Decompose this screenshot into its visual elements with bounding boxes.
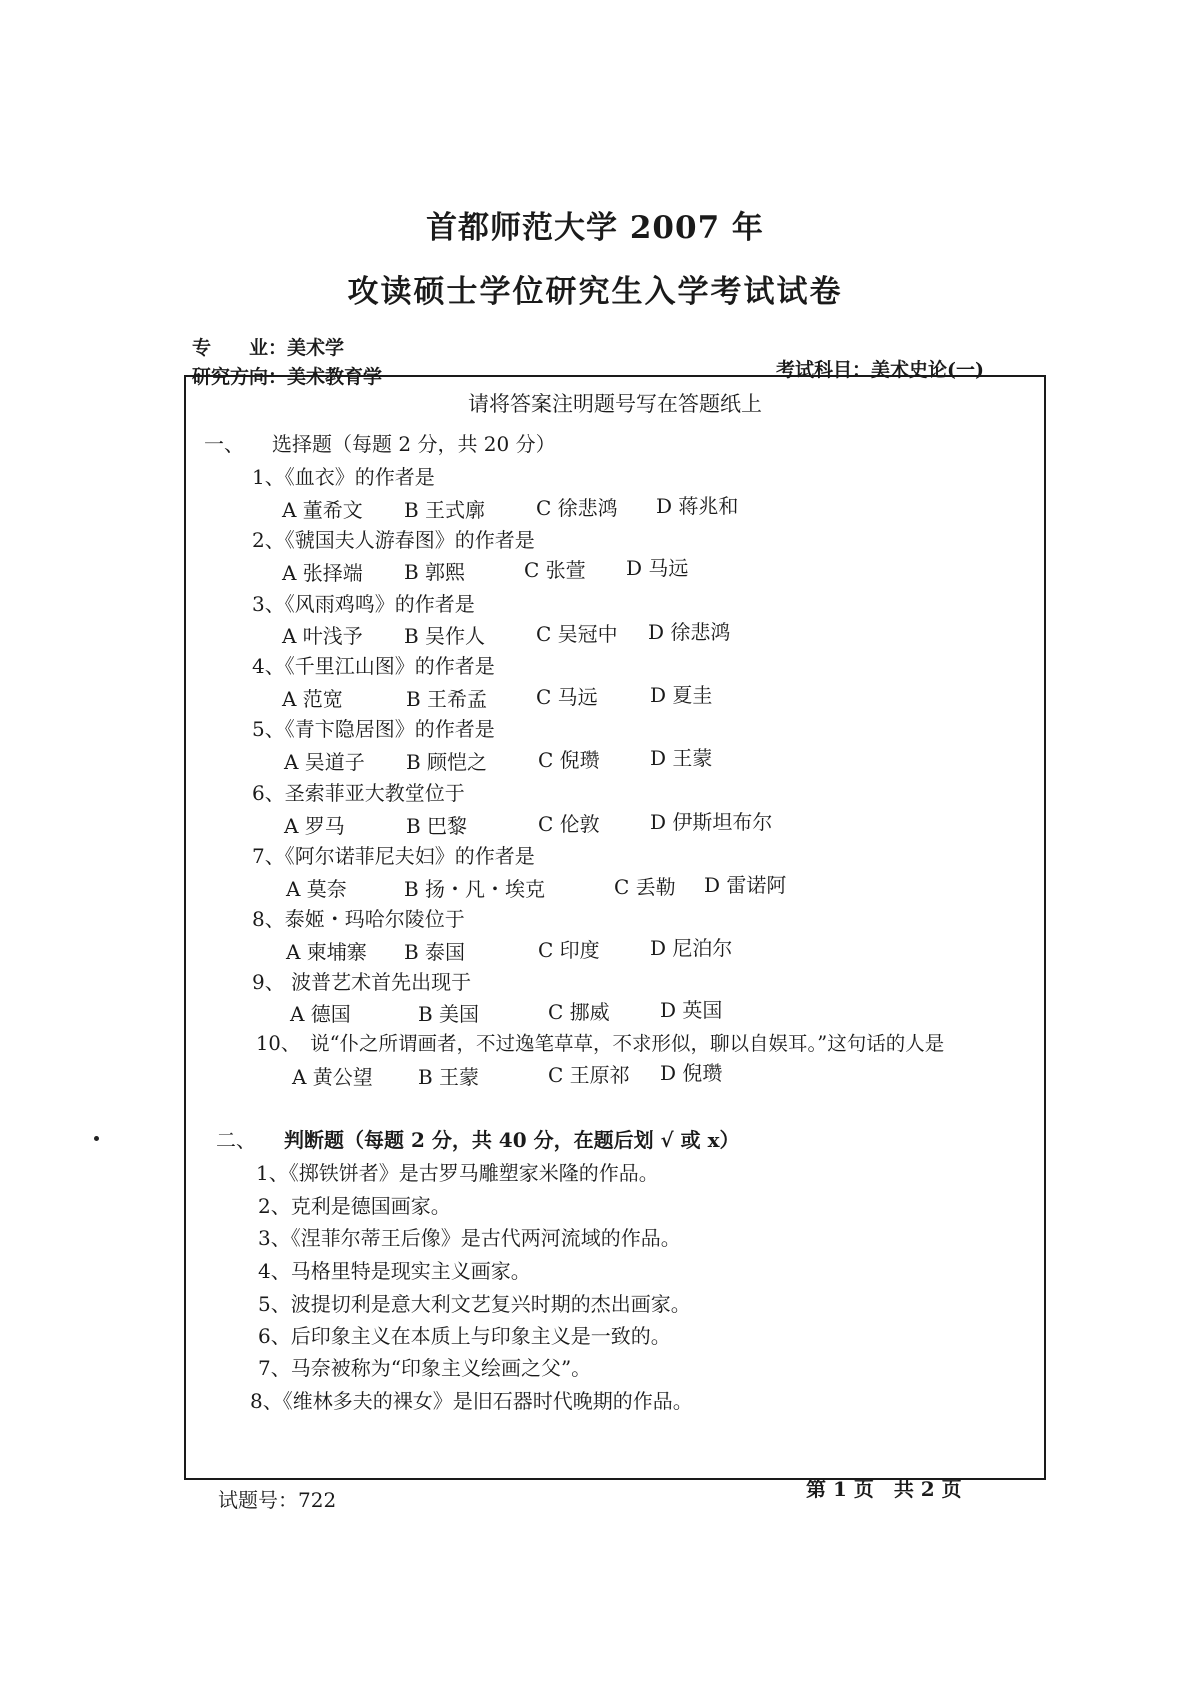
option-a: A 罗马 xyxy=(284,814,345,838)
page-info: 第 1 页 共 2 页 xyxy=(806,1477,962,1501)
option-b: B 郭熙 xyxy=(404,560,466,584)
major-label: 专 业： xyxy=(192,337,288,359)
option-a: A 莫奈 xyxy=(286,877,347,901)
question: 5、《青卞隐居图》的作者是 xyxy=(252,717,495,741)
option-b: B 王蒙 xyxy=(418,1065,480,1089)
judgement-item: 6、后印象主义在本质上与印象主义是一致的。 xyxy=(258,1324,671,1348)
option-a: A 叶浅予 xyxy=(282,624,363,648)
option-b: B 扬・凡・埃克 xyxy=(404,877,546,901)
option-b: B 巴黎 xyxy=(406,814,468,838)
option-b: B 王式廓 xyxy=(404,498,486,522)
question: 10、 说“仆之所谓画者，不过逸笔草草，不求形似，聊以自娱耳。”这句话的人是 xyxy=(256,1032,945,1055)
section2-title: 判断题（每题 2 分，共 40 分，在题后划 √ 或 x） xyxy=(284,1128,740,1152)
subject-value: 美术史论(一) xyxy=(871,359,984,381)
question: 8、泰姬・玛哈尔陵位于 xyxy=(252,907,465,931)
exam-code-value: 722 xyxy=(298,1488,337,1512)
question: 4、《千里江山图》的作者是 xyxy=(252,654,495,678)
option-d: D 王蒙 xyxy=(650,746,713,770)
judgement-item: 2、克利是德国画家。 xyxy=(258,1194,451,1218)
question: 7、《阿尔诺菲尼夫妇》的作者是 xyxy=(252,844,535,868)
direction-label: 研究方向： xyxy=(192,366,288,388)
option-d: D 雷诺阿 xyxy=(704,873,787,897)
question: 9、 波普艺术首先出现于 xyxy=(252,970,472,994)
option-a: A 黄公望 xyxy=(292,1065,373,1089)
option-b: B 顾恺之 xyxy=(406,750,488,774)
option-d: D 伊斯坦布尔 xyxy=(650,810,773,834)
option-c: C 张萱 xyxy=(524,558,586,582)
option-c: C 丢勒 xyxy=(614,875,676,899)
judgement-item: 7、马奈被称为“印象主义绘画之父”。 xyxy=(258,1356,592,1380)
option-c: C 挪威 xyxy=(548,1000,610,1024)
option-c: C 徐悲鸿 xyxy=(536,496,618,520)
option-b: B 泰国 xyxy=(404,940,466,964)
question: 3、《风雨鸡鸣》的作者是 xyxy=(252,592,475,616)
section2-heading xyxy=(216,1124,740,1153)
question: 6、圣索菲亚大教堂位于 xyxy=(252,781,465,805)
subject-label: 考试科目： xyxy=(776,359,872,381)
exam-code xyxy=(218,1484,336,1513)
option-b: B 吴作人 xyxy=(404,624,486,648)
exam-code-label: 试题号： xyxy=(218,1488,298,1512)
judgement-item: 4、马格里特是现实主义画家。 xyxy=(258,1259,531,1283)
option-c: C 王原祁 xyxy=(548,1063,630,1087)
major-field xyxy=(192,333,344,360)
option-c: C 吴冠中 xyxy=(536,622,618,646)
exam-title-line1: 首都师范大学 2007 年 xyxy=(426,210,764,246)
section1-title: 选择题（每题 2 分，共 20 分） xyxy=(272,432,556,456)
question: 1、《血衣》的作者是 xyxy=(252,465,435,489)
option-c: C 伦敦 xyxy=(538,812,600,836)
exam-title-line2: 攻读硕士学位研究生入学考试试卷 xyxy=(347,274,843,310)
judgement-item: 1、《掷铁饼者》是古罗马雕塑家米隆的作品。 xyxy=(256,1161,659,1185)
option-a: A 吴道子 xyxy=(284,750,365,774)
option-b: B 王希孟 xyxy=(406,687,488,711)
option-b: B 美国 xyxy=(418,1002,480,1026)
question: 2、《虢国夫人游春图》的作者是 xyxy=(252,528,535,552)
option-d: D 徐悲鸿 xyxy=(648,620,731,644)
option-d: D 英国 xyxy=(660,998,723,1022)
option-d: D 蒋兆和 xyxy=(656,494,739,518)
option-c: C 倪瓒 xyxy=(538,748,600,772)
major-value: 美术学 xyxy=(287,337,345,359)
section1-number: 一、 xyxy=(204,432,244,456)
option-a: A 德国 xyxy=(290,1002,351,1026)
option-a: A 张择端 xyxy=(282,561,363,585)
scan-speck xyxy=(94,1136,99,1141)
option-a: A 董希文 xyxy=(282,498,363,522)
option-a: A 柬埔寨 xyxy=(286,940,367,964)
direction-value: 美术教育学 xyxy=(287,366,383,388)
judgement-item: 3、《涅菲尔蒂王后像》是古代两河流域的作品。 xyxy=(258,1226,681,1250)
judgement-item: 8、《维林多夫的裸女》是旧石器时代晚期的作品。 xyxy=(250,1389,693,1413)
section1-heading xyxy=(204,428,556,457)
option-d: D 尼泊尔 xyxy=(650,936,733,960)
option-c: C 马远 xyxy=(536,685,598,709)
answer-notice: 请将答案注明题号写在答题纸上 xyxy=(468,392,762,416)
section2-number: 二、 xyxy=(216,1128,256,1152)
option-d: D 马远 xyxy=(626,556,689,580)
option-c: C 印度 xyxy=(538,938,600,962)
option-d: D 夏圭 xyxy=(650,683,713,707)
option-d: D 倪瓒 xyxy=(660,1061,723,1085)
option-a: A 范宽 xyxy=(282,687,343,711)
judgement-item: 5、波提切利是意大利文艺复兴时期的杰出画家。 xyxy=(258,1292,691,1316)
